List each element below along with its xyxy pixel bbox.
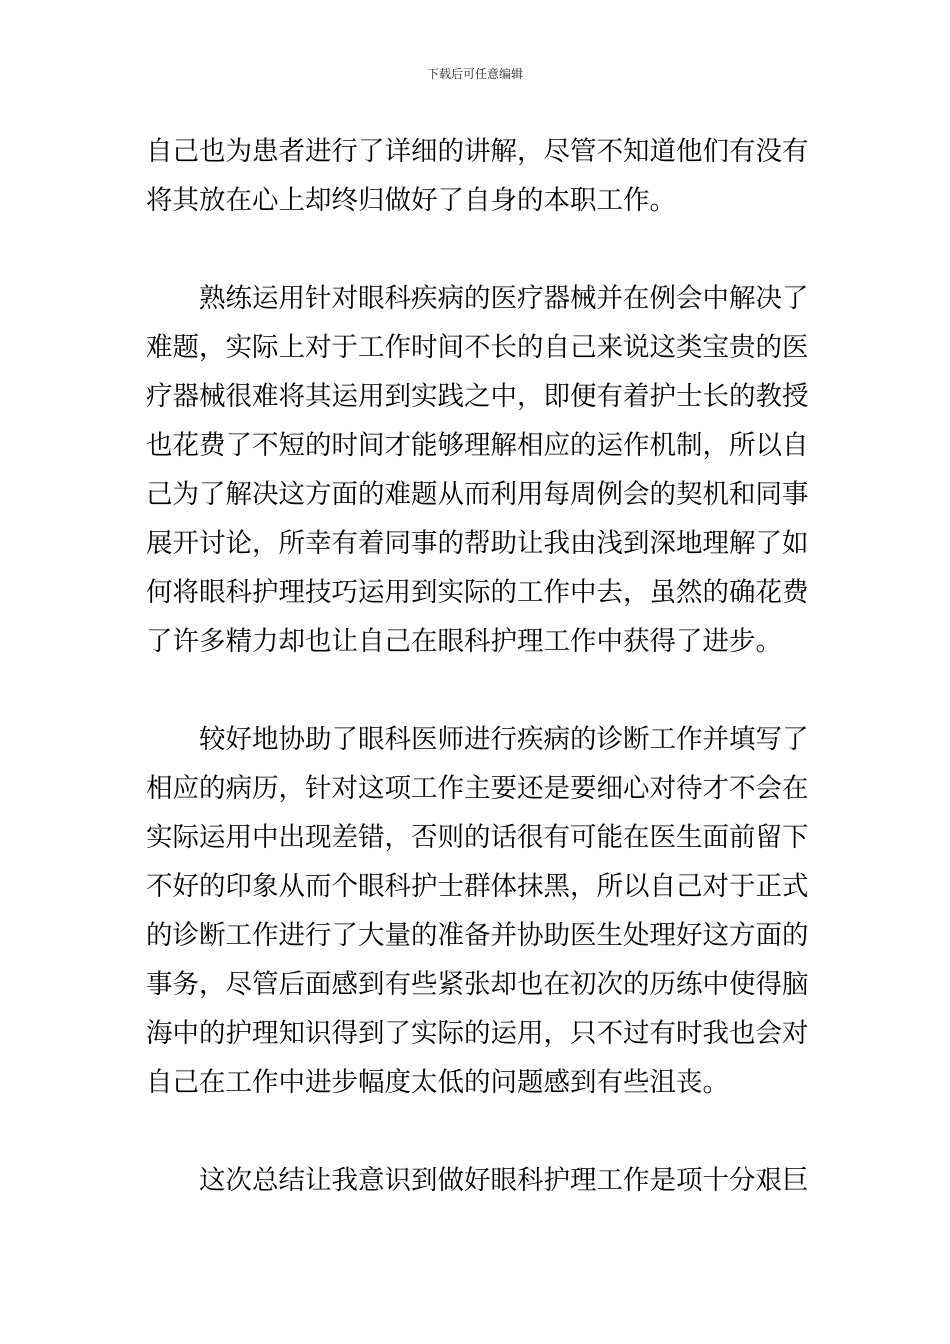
text-line: 己为了解决这方面的难题从而利用每周例会的契机和同事 [146,479,809,510]
text-line: 事务，尽管后面感到有些紧张却也在初次的历练中使得脑 [146,969,809,1000]
page-header: 下载后可任意编辑 [426,67,523,81]
paragraph-gap [146,225,816,274]
paragraph [146,127,816,225]
text-line: 疗器械很难将其运用到实践之中，即便有着护士长的教授 [146,381,809,412]
text-line: 自己在工作中进步幅度太低的问题感到有些沮丧。 [146,1067,729,1098]
text-line: 将其放在心上却终归做好了自身的本职工作。 [146,185,676,216]
paragraph [146,715,816,1107]
document-body [146,127,816,1205]
text-line: 不好的印象从而个眼科护士群体抹黑，所以自己对于正式 [146,871,809,902]
paragraph-gap [146,666,816,715]
text-line: 展开讨论，所幸有着同事的帮助让我由浅到深地理解了如 [146,528,809,559]
paragraph [146,1156,816,1205]
text-line: 实际运用中出现差错，否则的话很有可能在医生面前留下 [146,822,809,853]
paragraph [146,274,816,666]
text-line: 何将眼科护理技巧运用到实际的工作中去，虽然的确花费 [146,577,809,608]
text-line: 的诊断工作进行了大量的准备并协助医生处理好这方面的 [146,920,809,951]
text-line: 自己也为患者进行了详细的讲解，尽管不知道他们有没有 [146,136,809,167]
text-line: 也花费了不短的时间才能够理解相应的运作机制，所以自 [146,430,809,461]
text-line: 这次总结让我意识到做好眼科护理工作是项十分艰巨 [199,1165,809,1196]
text-line: 较好地协助了眼科医师进行疾病的诊断工作并填写了 [199,724,809,755]
text-line: 相应的病历，针对这项工作主要还是要细心对待才不会在 [146,773,809,804]
text-line: 熟练运用针对眼科疾病的医疗器械并在例会中解决了 [199,283,809,314]
text-line: 海中的护理知识得到了实际的运用，只不过有时我也会对 [146,1018,809,1049]
paragraph-gap [146,1107,816,1156]
text-line: 了许多精力却也让自己在眼科护理工作中获得了进步。 [146,626,782,657]
text-line: 难题，实际上对于工作时间不长的自己来说这类宝贵的医 [146,332,809,363]
